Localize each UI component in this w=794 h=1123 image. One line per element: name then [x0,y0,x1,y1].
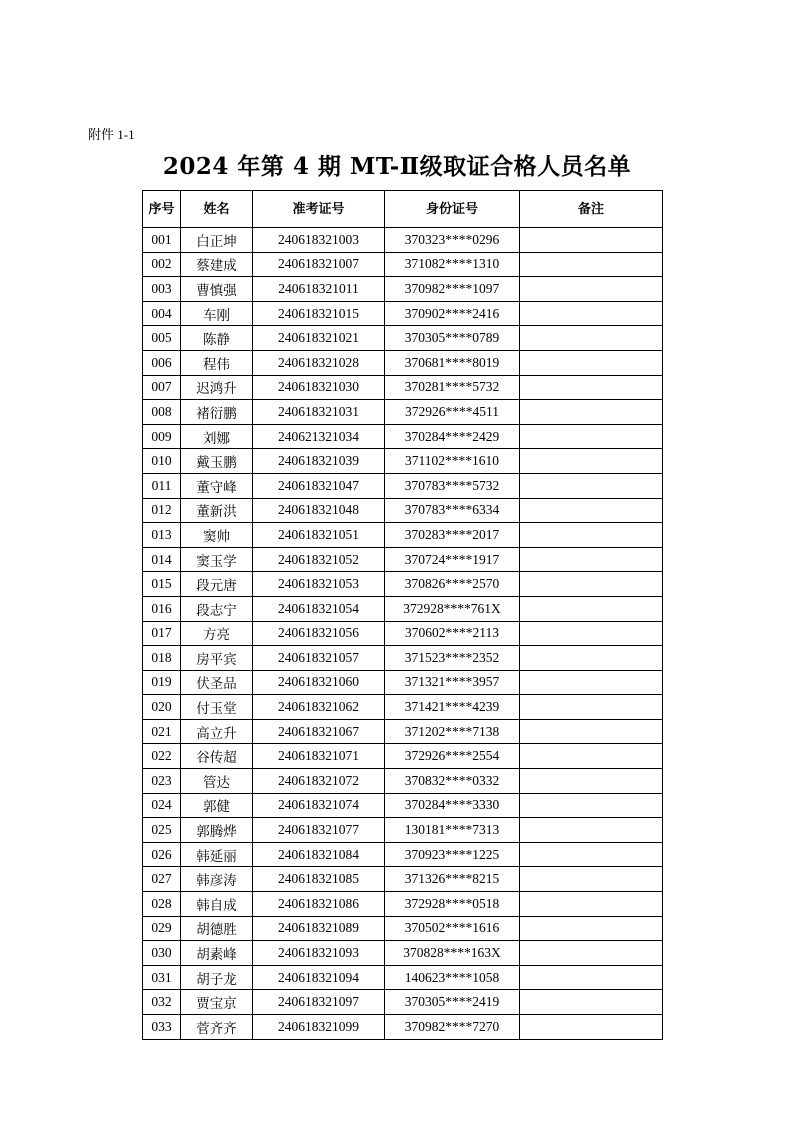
cell-name: 高立升 [181,719,253,744]
cell-id-no: 371523****2352 [385,646,520,671]
header-exam-no: 准考证号 [253,191,385,228]
cell-id-no: 372928****761X [385,596,520,621]
table-row [143,252,663,277]
cell-seq: 005 [143,326,181,351]
cell-id-no: 370783****5732 [385,473,520,498]
cell-name: 蔡建成 [181,252,253,277]
cell-remark [520,965,663,990]
table-row [143,916,663,941]
table-row [143,547,663,572]
cell-seq: 031 [143,965,181,990]
cell-id-no: 371421****4239 [385,695,520,720]
table-row [143,301,663,326]
attachment-label: 附件 1-1 [88,127,135,142]
cell-id-no: 370783****6334 [385,498,520,523]
cell-remark [520,646,663,671]
cell-remark [520,941,663,966]
cell-remark [520,916,663,941]
cell-name: 段志宁 [181,596,253,621]
table-row [143,228,663,253]
header-remark: 备注 [520,191,663,228]
cell-remark [520,842,663,867]
cell-remark [520,400,663,425]
cell-id-no: 370284****2429 [385,424,520,449]
cell-exam-no: 240618321093 [253,941,385,966]
cell-seq: 004 [143,301,181,326]
cell-exam-no: 240618321030 [253,375,385,400]
cell-remark [520,301,663,326]
cell-id-no: 140623****1058 [385,965,520,990]
cell-remark [520,523,663,548]
cell-id-no: 370681****8019 [385,350,520,375]
cell-remark [520,621,663,646]
cell-seq: 013 [143,523,181,548]
cell-id-no: 370281****5732 [385,375,520,400]
cell-seq: 017 [143,621,181,646]
cell-seq: 026 [143,842,181,867]
cell-remark [520,326,663,351]
table-row [143,572,663,597]
cell-id-no: 370305****0789 [385,326,520,351]
cell-exam-no: 240618321007 [253,252,385,277]
cell-exam-no: 240618321067 [253,719,385,744]
table-row [143,1015,663,1040]
cell-name: 窦帅 [181,523,253,548]
table-row [143,424,663,449]
cell-seq: 011 [143,473,181,498]
cell-exam-no: 240618321072 [253,769,385,794]
cell-name: 董新洪 [181,498,253,523]
cell-exam-no: 240618321051 [253,523,385,548]
table-row [143,941,663,966]
cell-remark [520,769,663,794]
table-row [143,621,663,646]
cell-id-no: 370284****3330 [385,793,520,818]
cell-name: 谷传超 [181,744,253,769]
cell-exam-no: 240618321021 [253,326,385,351]
header-id-no: 身份证号 [385,191,520,228]
document-title: 2024 年第 4 期 MT-Ⅱ级取证合格人员名单 [162,153,632,180]
table-row [143,892,663,917]
cell-remark [520,793,663,818]
cell-name: 郭健 [181,793,253,818]
cell-exam-no: 240621321034 [253,424,385,449]
cell-seq: 008 [143,400,181,425]
cell-id-no: 370724****1917 [385,547,520,572]
cell-name: 戴玉鹏 [181,449,253,474]
cell-id-no: 372926****2554 [385,744,520,769]
cell-exam-no: 240618321099 [253,1015,385,1040]
table-body [143,228,663,1040]
cell-seq: 032 [143,990,181,1015]
cell-name: 管达 [181,769,253,794]
cell-seq: 018 [143,646,181,671]
cell-name: 刘娜 [181,424,253,449]
cell-exam-no: 240618321089 [253,916,385,941]
table-row [143,473,663,498]
cell-exam-no: 240618321094 [253,965,385,990]
cell-seq: 022 [143,744,181,769]
table-row [143,326,663,351]
cell-exam-no: 240618321097 [253,990,385,1015]
cell-name: 程伟 [181,350,253,375]
cell-seq: 002 [143,252,181,277]
cell-seq: 014 [143,547,181,572]
cell-name: 胡德胜 [181,916,253,941]
cell-exam-no: 240618321057 [253,646,385,671]
cell-seq: 016 [143,596,181,621]
cell-remark [520,449,663,474]
cell-seq: 020 [143,695,181,720]
cell-name: 贾宝京 [181,990,253,1015]
cell-id-no: 371326****8215 [385,867,520,892]
cell-name: 胡子龙 [181,965,253,990]
cell-seq: 015 [143,572,181,597]
table-row [143,277,663,302]
table-row [143,769,663,794]
cell-seq: 010 [143,449,181,474]
table-row [143,350,663,375]
cell-name: 窦玉学 [181,547,253,572]
table-row [143,375,663,400]
cell-id-no: 370923****1225 [385,842,520,867]
cell-remark [520,252,663,277]
cell-exam-no: 240618321028 [253,350,385,375]
cell-remark [520,990,663,1015]
cell-name: 曹慎强 [181,277,253,302]
table-row [143,400,663,425]
cell-id-no: 370982****1097 [385,277,520,302]
cell-remark [520,892,663,917]
cell-name: 伏圣品 [181,670,253,695]
cell-remark [520,818,663,843]
cell-name: 付玉堂 [181,695,253,720]
cell-remark [520,596,663,621]
cell-exam-no: 240618321085 [253,867,385,892]
cell-id-no: 370826****2570 [385,572,520,597]
cell-exam-no: 240618321011 [253,277,385,302]
cell-exam-no: 240618321015 [253,301,385,326]
cell-exam-no: 240618321048 [253,498,385,523]
table-row [143,695,663,720]
cell-name: 褚衍鹏 [181,400,253,425]
cell-exam-no: 240618321074 [253,793,385,818]
cell-remark [520,1015,663,1040]
cell-seq: 012 [143,498,181,523]
cell-exam-no: 240618321060 [253,670,385,695]
cell-id-no: 370283****2017 [385,523,520,548]
table-row [143,646,663,671]
cell-exam-no: 240618321052 [253,547,385,572]
cell-seq: 009 [143,424,181,449]
table-row [143,719,663,744]
cell-name: 段元唐 [181,572,253,597]
cell-remark [520,424,663,449]
table-row [143,449,663,474]
cell-remark [520,375,663,400]
cell-remark [520,228,663,253]
cell-name: 车刚 [181,301,253,326]
cell-exam-no: 240618321062 [253,695,385,720]
cell-id-no: 370828****163X [385,941,520,966]
cell-seq: 023 [143,769,181,794]
cell-remark [520,867,663,892]
cell-exam-no: 240618321053 [253,572,385,597]
cell-id-no: 371102****1610 [385,449,520,474]
cell-exam-no: 240618321003 [253,228,385,253]
cell-seq: 001 [143,228,181,253]
cell-seq: 029 [143,916,181,941]
cell-exam-no: 240618321084 [253,842,385,867]
cell-seq: 007 [143,375,181,400]
table-row [143,793,663,818]
cell-remark [520,670,663,695]
cell-seq: 006 [143,350,181,375]
cell-seq: 027 [143,867,181,892]
cell-id-no: 372928****0518 [385,892,520,917]
cell-id-no: 370305****2419 [385,990,520,1015]
cell-id-no: 370502****1616 [385,916,520,941]
cell-seq: 030 [143,941,181,966]
cell-exam-no: 240618321056 [253,621,385,646]
cell-remark [520,277,663,302]
header-seq: 序号 [143,191,181,228]
cell-seq: 024 [143,793,181,818]
cell-seq: 019 [143,670,181,695]
cell-name: 房平宾 [181,646,253,671]
cell-exam-no: 240618321039 [253,449,385,474]
cell-name: 郭腾烨 [181,818,253,843]
cell-name: 韩彦涛 [181,867,253,892]
cell-remark [520,473,663,498]
cell-exam-no: 240618321086 [253,892,385,917]
cell-exam-no: 240618321047 [253,473,385,498]
cell-id-no: 370323****0296 [385,228,520,253]
cell-name: 胡素峰 [181,941,253,966]
table-row [143,523,663,548]
cell-remark [520,547,663,572]
cell-name: 迟鸿升 [181,375,253,400]
cell-name: 韩延丽 [181,842,253,867]
qualified-personnel-table [142,190,663,1040]
table-header-row [143,191,663,228]
table-row [143,867,663,892]
cell-seq: 021 [143,719,181,744]
cell-name: 韩自成 [181,892,253,917]
cell-exam-no: 240618321077 [253,818,385,843]
cell-id-no: 130181****7313 [385,818,520,843]
cell-remark [520,744,663,769]
table-row [143,498,663,523]
cell-name: 方亮 [181,621,253,646]
cell-seq: 033 [143,1015,181,1040]
cell-name: 菅齐齐 [181,1015,253,1040]
cell-seq: 028 [143,892,181,917]
cell-id-no: 371321****3957 [385,670,520,695]
table-row [143,744,663,769]
cell-name: 董守峰 [181,473,253,498]
cell-id-no: 370832****0332 [385,769,520,794]
cell-id-no: 370902****2416 [385,301,520,326]
cell-id-no: 370982****7270 [385,1015,520,1040]
cell-name: 陈静 [181,326,253,351]
cell-remark [520,572,663,597]
cell-exam-no: 240618321071 [253,744,385,769]
table-row [143,670,663,695]
header-name: 姓名 [181,191,253,228]
cell-remark [520,719,663,744]
table-row [143,596,663,621]
cell-remark [520,350,663,375]
cell-seq: 025 [143,818,181,843]
cell-id-no: 372926****4511 [385,400,520,425]
cell-name: 白正坤 [181,228,253,253]
cell-id-no: 371202****7138 [385,719,520,744]
cell-id-no: 371082****1310 [385,252,520,277]
table-row [143,818,663,843]
cell-exam-no: 240618321031 [253,400,385,425]
table-row [143,842,663,867]
table-row [143,990,663,1015]
cell-id-no: 370602****2113 [385,621,520,646]
cell-seq: 003 [143,277,181,302]
cell-remark [520,498,663,523]
cell-exam-no: 240618321054 [253,596,385,621]
table-row [143,965,663,990]
cell-remark [520,695,663,720]
